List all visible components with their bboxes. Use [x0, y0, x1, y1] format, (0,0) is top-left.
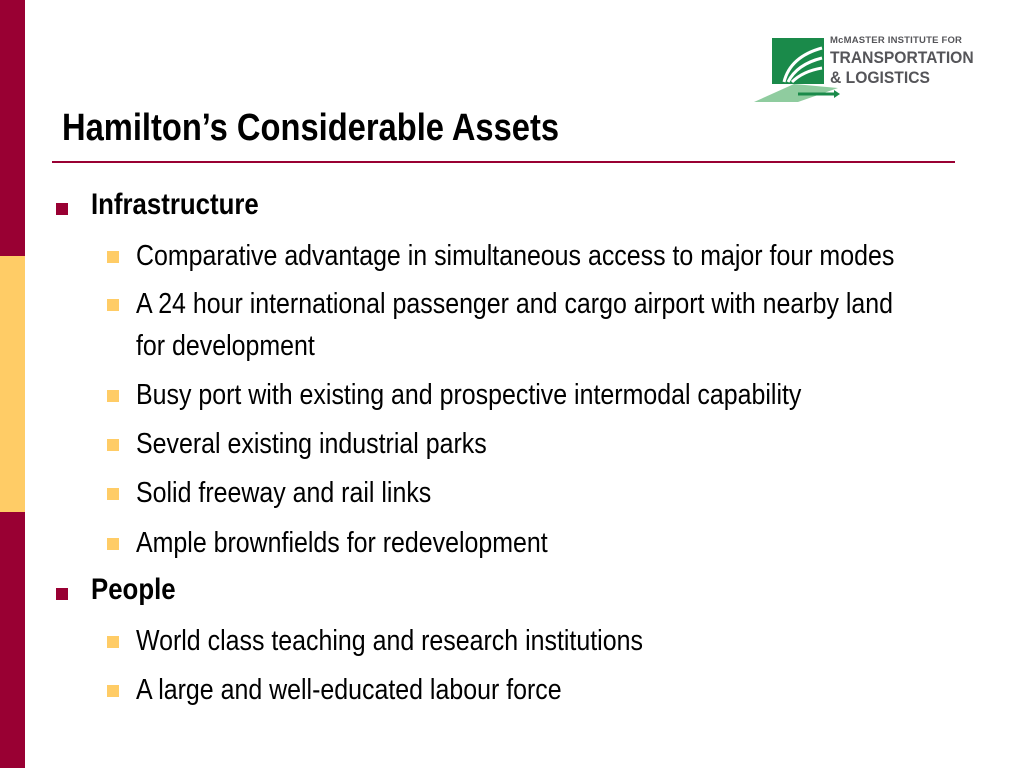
- list-item-bullet: [107, 299, 119, 311]
- section-bullet-infrastructure: [56, 203, 68, 215]
- list-item-bullet: [107, 636, 119, 648]
- slide-title: Hamilton’s Considerable Assets: [62, 107, 559, 149]
- logo-line-2: TRANSPORTATION: [830, 47, 974, 67]
- list-item: A large and well-educated labour force: [136, 674, 562, 706]
- list-item-bullet: [107, 488, 119, 500]
- list-item: A 24 hour international passenger and cargo airport with nearby land: [136, 288, 894, 320]
- section-heading-infrastructure: Infrastructure: [91, 188, 259, 221]
- section-bullet-people: [56, 588, 68, 600]
- logo-line-3: & LOGISTICS: [830, 67, 930, 87]
- list-item-continuation: for development: [136, 330, 315, 362]
- list-item-bullet: [107, 685, 119, 697]
- list-item-bullet: [107, 390, 119, 402]
- list-item: Ample brownfields for redevelopment: [136, 527, 548, 559]
- logo-line-1: McMASTER INSTITUTE FOR: [830, 35, 963, 46]
- list-item: Comparative advantage in simultaneous access to major four modes: [136, 240, 895, 272]
- list-item: Several existing industrial parks: [136, 428, 487, 460]
- list-item: World class teaching and research institutions: [136, 625, 643, 657]
- list-item: Busy port with existing and prospective intermodal capability: [136, 379, 802, 411]
- list-item-bullet: [107, 439, 119, 451]
- section-heading-people: People: [91, 573, 176, 606]
- list-item: Solid freeway and rail links: [136, 477, 432, 509]
- list-item-bullet: [107, 538, 119, 550]
- list-item-bullet: [107, 251, 119, 263]
